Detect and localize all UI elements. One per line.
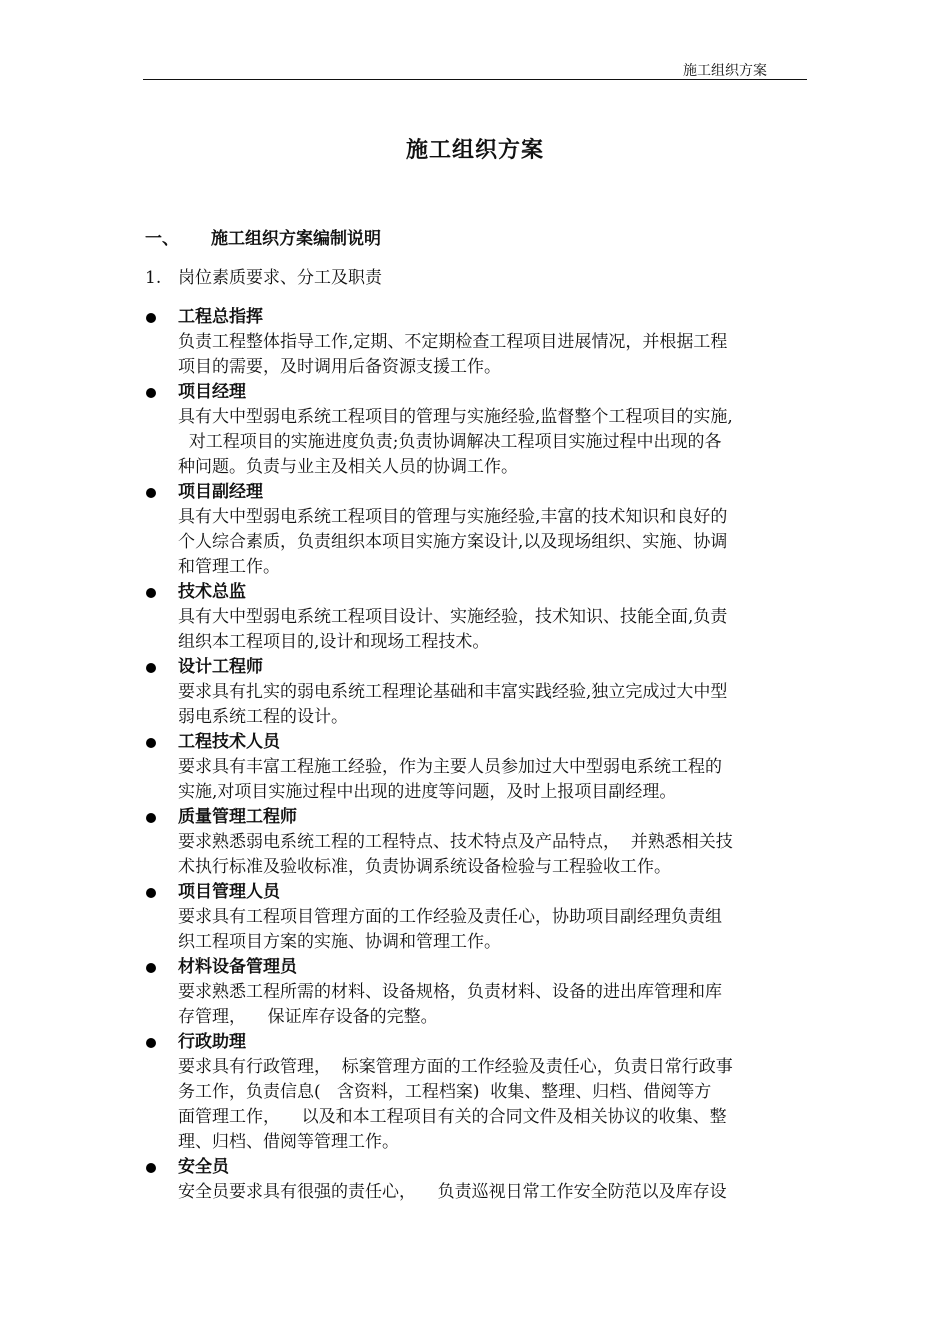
role-title <box>143 380 807 405</box>
bullet-icon <box>146 888 156 898</box>
section-title: 施工组织方案编制说明 <box>211 229 381 249</box>
bullet-icon <box>146 488 156 498</box>
bullet-icon <box>146 738 156 748</box>
role-title-text: 行政助理 <box>178 1032 246 1052</box>
role-list <box>143 305 807 1205</box>
role-title <box>143 580 807 605</box>
role-item-safety-officer <box>143 1155 807 1205</box>
document-title: 施工组织方案 <box>405 138 544 163</box>
section-number: 一、 <box>145 229 179 249</box>
role-title <box>143 480 807 505</box>
role-title <box>143 1155 807 1180</box>
role-description: 具有大中型弱电系统工程项目的管理与实施经验,丰富的技术知识和良好的 个人综合素质，负责组织本项目实施方案设计,以及现场组织、实施、协调 和管理工作。 <box>178 507 728 577</box>
bullet-icon <box>146 663 156 673</box>
role-description: 具有大中型弱电系统工程项目设计、实施经验，技术知识、技能全面,负责 组织本工程项目的,设计和现场工程技术。 <box>178 607 728 652</box>
role-title-text: 材料设备管理员 <box>178 957 297 977</box>
role-item-project-manager <box>143 380 807 480</box>
bullet-icon <box>146 963 156 973</box>
role-title-text: 项目管理人员 <box>178 882 280 902</box>
bullet-icon <box>146 388 156 398</box>
role-description: 要求熟悉弱电系统工程的工程特点、技术特点及产品特点， 并熟悉相关技 术执行标准及验收标准，负责协调系统设备检验与工程验收工作。 <box>178 832 733 877</box>
role-title-text: 设计工程师 <box>178 657 263 677</box>
running-header: 施工组织方案 <box>683 63 767 79</box>
role-item-admin-assistant <box>143 1030 807 1155</box>
role-description: 具有大中型弱电系统工程项目的管理与实施经验,监督整个工程项目的实施, 对工程项目的实施进度负责;负责协调解决工程项目实施过程中出现的各 种问题。负责与业主及相关人员的协调工作。 <box>178 407 733 477</box>
subsection-title: 岗位素质要求、分工及职责 <box>178 268 382 288</box>
bullet-icon <box>146 813 156 823</box>
role-title-text: 项目副经理 <box>178 482 263 502</box>
subsection-number: 1. <box>145 268 162 288</box>
role-title <box>143 1030 807 1055</box>
role-title <box>143 305 807 330</box>
role-item-technical-staff <box>143 730 807 805</box>
role-item-materials-manager <box>143 955 807 1030</box>
role-title-text: 工程总指挥 <box>178 307 263 327</box>
bullet-icon <box>146 313 156 323</box>
role-title <box>143 730 807 755</box>
role-item-project-admin-staff <box>143 880 807 955</box>
bullet-icon <box>146 1163 156 1173</box>
role-title <box>143 655 807 680</box>
role-title-text: 质量管理工程师 <box>178 807 297 827</box>
bullet-icon <box>146 588 156 598</box>
role-title <box>143 805 807 830</box>
role-description: 要求具有扎实的弱电系统工程理论基础和丰富实践经验,独立完成过大中型 弱电系统工程的设计。 <box>178 682 728 727</box>
role-description: 要求具有行政管理， 标案管理方面的工作经验及责任心，负责日常行政事 务工作，负责信息( 含资料，工程档案) 收集、整理、归档、借阅等方 面管理工作， 以及和本工程项目有关的合同文件及相关协议的收集、整 理、归档、借阅等管理工作。 <box>178 1057 733 1152</box>
role-description: 要求熟悉工程所需的材料、设备规格，负责材料、设备的进出库管理和库 存管理， 保证库存设备的完整。 <box>178 982 722 1027</box>
role-item-deputy-manager <box>143 480 807 580</box>
role-title-text: 技术总监 <box>178 582 246 602</box>
role-item-technical-director <box>143 580 807 655</box>
role-description: 要求具有丰富工程施工经验，作为主要人员参加过大中型弱电系统工程的 实施,对项目实施过程中出现的进度等问题，及时上报项目副经理。 <box>178 757 722 802</box>
header-rule <box>143 79 807 80</box>
role-item-design-engineer <box>143 655 807 730</box>
role-item-commander <box>143 305 807 380</box>
subsection-heading <box>145 266 382 290</box>
section-heading <box>145 227 381 251</box>
bullet-icon <box>146 1038 156 1048</box>
role-title-text: 安全员 <box>178 1157 229 1177</box>
role-title <box>143 955 807 980</box>
role-title <box>143 880 807 905</box>
role-title-text: 工程技术人员 <box>178 732 280 752</box>
role-description: 安全员要求具有很强的责任心， 负责巡视日常工作安全防范以及库存设 <box>178 1182 727 1202</box>
role-description: 负责工程整体指导工作,定期、不定期检查工程项目进展情况，并根据工程 项目的需要，及时调用后备资源支援工作。 <box>178 332 728 377</box>
role-description: 要求具有工程项目管理方面的工作经验及责任心，协助项目副经理负责组 织工程项目方案的实施、协调和管理工作。 <box>178 907 722 952</box>
role-title-text: 项目经理 <box>178 382 246 402</box>
role-item-quality-engineer <box>143 805 807 880</box>
